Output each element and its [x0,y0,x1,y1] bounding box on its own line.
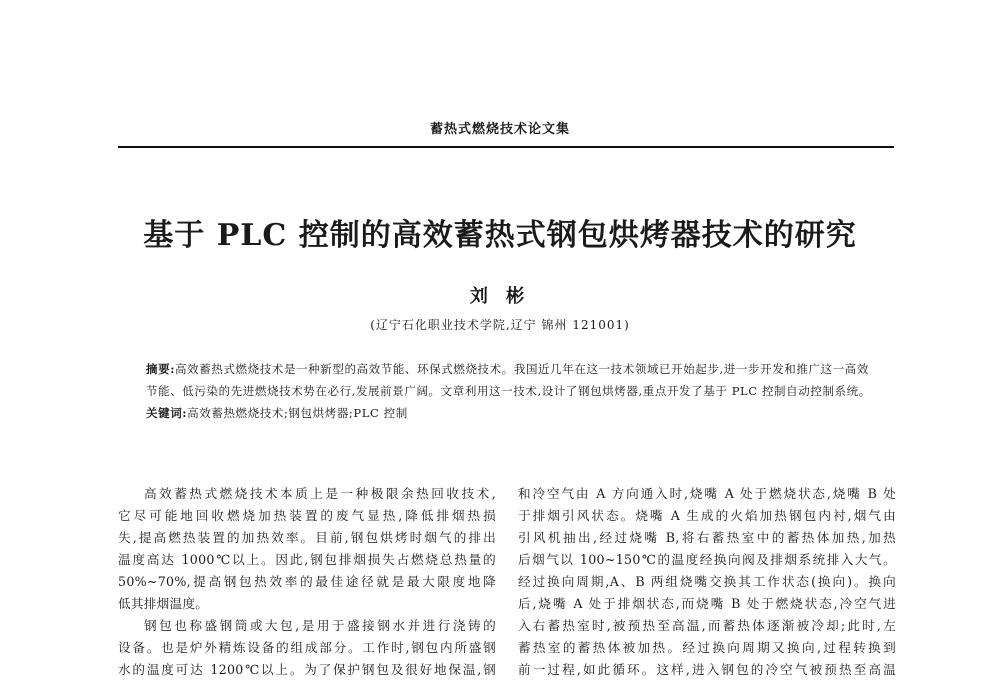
keywords-text: 高效蓄热燃烧技术;钢包烘烤器;PLC 控制 [187,406,408,420]
body-column-right [518,483,896,681]
paper-author: 刘 彬 [469,286,531,307]
text-line: 它尽可能地回收燃烧加热装置的废气显热,降低排烟热损 [118,508,496,523]
keywords-label: 关键词: [146,406,188,420]
text-line: 后,烧嘴 A 处于排烟状态,而烧嘴 B 处于燃烧状态,冷空气进 [518,596,896,611]
text-line: 温度高达 1000℃以上。因此,钢包排烟损失占燃烧总热量的 [118,552,496,567]
text-line: 50%~70%,提高钢包热效率的最佳途径就是最大限度地降 [118,574,496,589]
body-column-left [118,483,496,681]
text-line: 和冷空气由 A 方向通入时,烧嘴 A 处于燃烧状态,烧嘴 B 处 [518,486,896,501]
text-line: 入右蓄热室时,被预热至高温,而蓄热体逐渐被冷却;此时,左 [518,618,896,633]
text-line: 失,提高燃热装置的加热效率。目前,钢包烘烤时烟气的排出 [118,530,496,545]
abstract-paragraph [146,358,876,402]
text-line: 前一过程,如此循环。这样,进入钢包的冷空气被预热至高温 [518,662,896,677]
text-line: 高效蓄热式燃烧技术本质上是一种极限余热回收技术, [144,486,496,501]
header-rule [118,146,894,148]
abstract-block [146,358,876,424]
paper-title: 基于 PLC 控制的高效蓄热式钢包烘烤器技术的研究 [143,218,857,253]
text-line: 低其排烟温度。 [118,596,209,611]
text-line: 设备。也是炉外精炼设备的组成部分。工作时,钢包内所盛钢 [118,640,496,655]
text-line: 引风机抽出,经过烧嘴 B,将右蓄热室中的蓄热体加热,加热 [518,530,896,545]
author-affiliation: (辽宁石化职业技术学院,辽宁 锦州 121001) [370,318,630,332]
abstract-text: 高效蓄热式燃烧技术是一种新型的高效节能、环保式燃烧技术。我国近几年在这一技术领域已开始起步,进一步开发和推广这一高效节能、低污染的先进燃烧技术势在必行,发展前景广阔。文章利用这一技术,设计了钢包烘烤器,重点开发了基于 PLC 控制自动控制系统。 [146,362,871,398]
text-line: 钢包也称盛钢筒或大包,是用于盛接钢水并进行浇铸的 [144,618,496,633]
text-line: 经过换向周期,A、B 两组烧嘴交换其工作状态(换向)。换向 [518,574,896,589]
running-head: 蓄热式燃烧技术论文集 [429,122,570,137]
text-line: 于排烟引风状态。烧嘴 A 生成的火焰加热钢包内衬,烟气由 [518,508,896,523]
abstract-label: 摘要: [146,362,176,376]
text-line: 后烟气以 100~150℃的温度经换向阀及排烟系统排入大气。 [518,552,896,567]
text-line: 水的温度可达 1200℃以上。为了保护钢包及很好地保温,钢 [118,662,496,677]
text-line: 蓄热室的蓄热体被加热。经过换向周期又换向,过程转换到 [518,640,896,655]
keywords-paragraph [146,402,876,424]
